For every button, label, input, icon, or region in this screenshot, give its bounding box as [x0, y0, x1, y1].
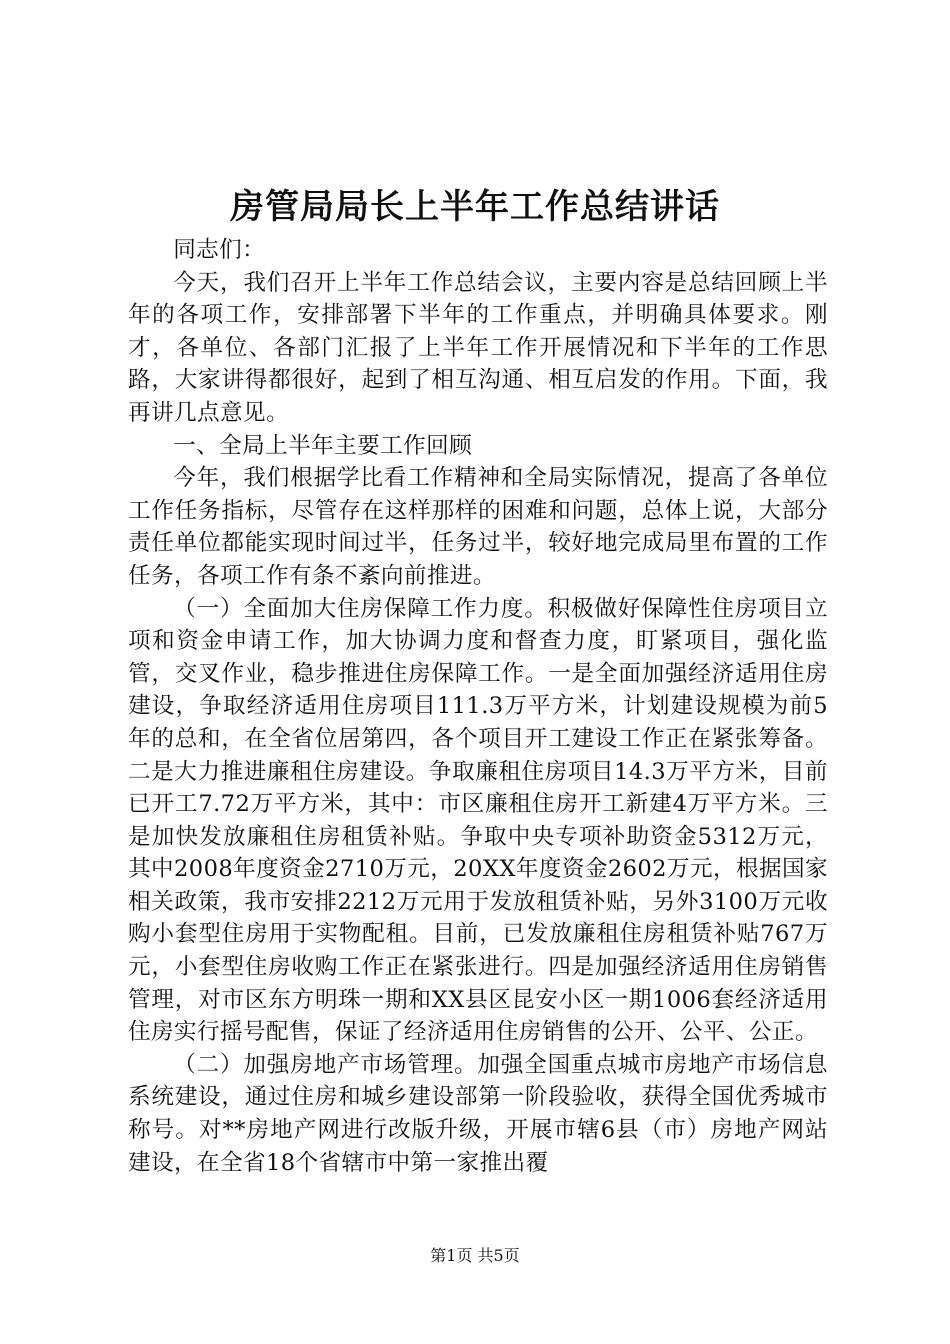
document-title: 房管局局长上半年工作总结讲话 — [230, 187, 720, 227]
housing-security-paragraph: （一）全面加大住房保障工作力度。积极做好保障性住房项目立项和资金申请工作，加大协调力度和督查力度，盯紧项目，强化监管，交叉作业，稳步推进住房保障工作。一是全面加强经济适用住房建设，争取经济适用住房项目111.3万平方米，计划建设规模为前5年的总和，在全省位居第四，各个项目开工建设工作正在紧张筹备。二是大力推进廉租住房建设。争取廉租住房项目14.3万平方米，目前已开工7.72万平方米，其中：市区廉租住房开工新建4万平方米。三是加快发放廉租住房租赁补贴。争取中央专项补助资金5312万元，其中2008年度资金2710万元，20XX年度资金2602万元，根据国家相关政策，我市安排2212万元用于发放租赁补贴，另外3100万元收购小套型住房用于实物配租。目前，已发放廉租住房租赁补贴767万元，小套型住房收购工作正在紧张进行。四是加强经济适用住房销售管理，对市区东方明珠一期和XX县区昆安小区一期1006套经济适用住房实行摇号配售，保证了经济适用住房销售的公开、公平、公正。 — [128, 595, 828, 1046]
page-footer: 第1页 共5页 — [430, 1246, 520, 1265]
salutation-paragraph: 同志们： — [173, 237, 266, 263]
section-heading: 一、全局上半年主要工作回顾 — [173, 432, 473, 459]
overview-paragraph: 今年，我们根据学比看工作精神和全局实际情况，提高了各单位工作任务指标，尽管存在这样那样的困难和问题，总体上说，大部分责任单位都能实现时间过半，任务过半，较好地完成局里布置的工作任务，各项工作有条不紊向前推进。 — [128, 465, 828, 589]
document-body — [128, 234, 828, 1179]
intro-paragraph: 今天，我们召开上半年工作总结会议，主要内容是总结回顾上半年的各项工作，安排部署下半年的工作重点，并明确具体要求。刚才，各单位、各部门汇报了上半年工作开展情况和下半年的工作思路，大家讲得都很好，起到了相互沟通、相互启发的作用。下面，我再讲几点意见。 — [128, 269, 828, 426]
market-management-paragraph: （二）加强房地产市场管理。加强全国重点城市房地产市场信息系统建设，通过住房和城乡建设部第一阶段验收，获得全国优秀城市称号。对**房地产网进行改版升级，开展市辖6县（市）房地产网站建设，在全省18个省辖市中第一家推出覆 — [128, 1051, 828, 1176]
